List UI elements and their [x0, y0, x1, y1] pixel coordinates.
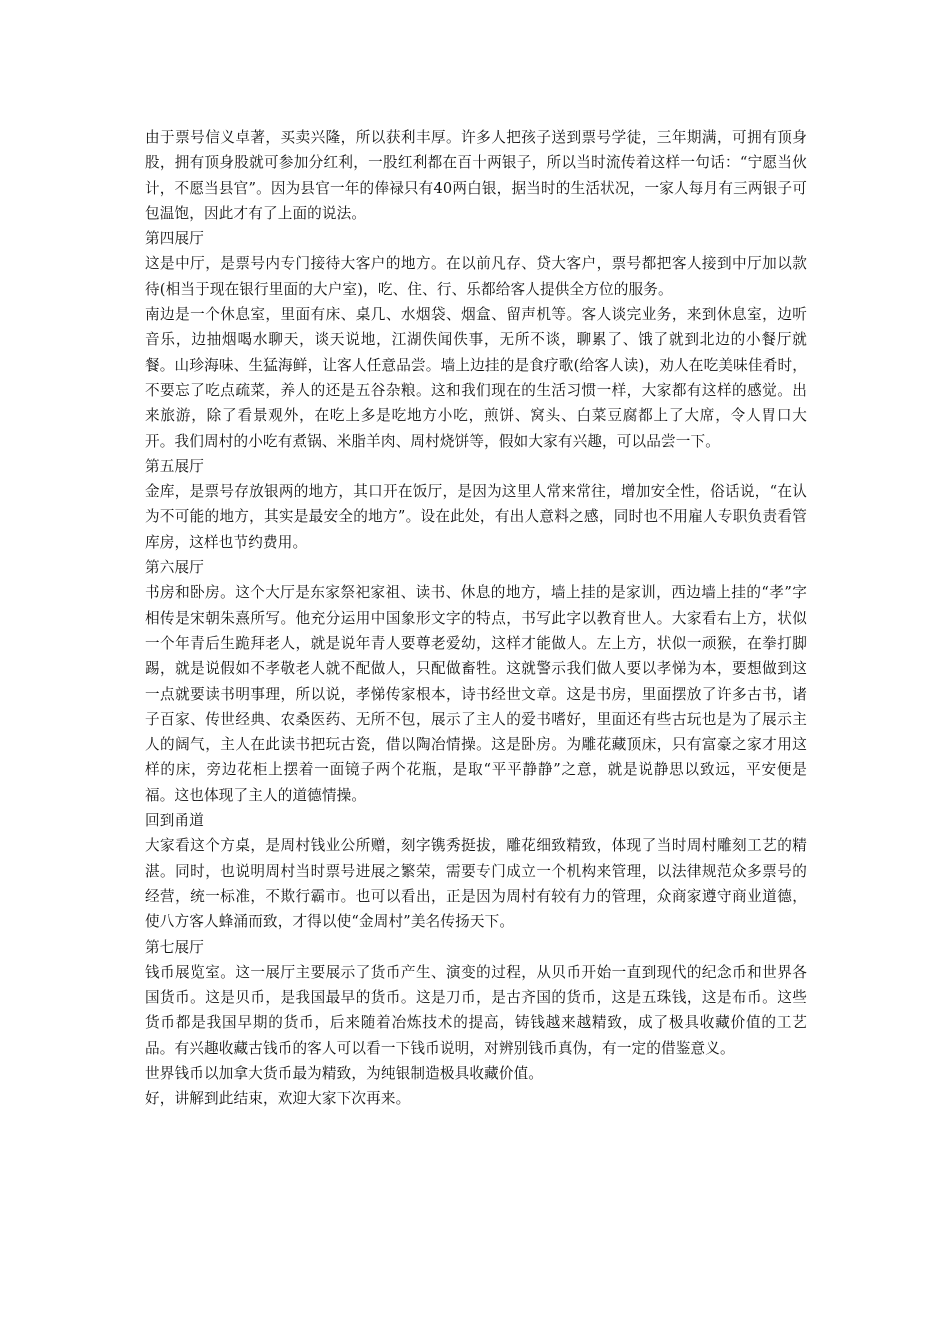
paragraph-square-table: 大家看这个方桌，是周村钱业公所赠，刻字镌秀挺拔，雕花细致精致，体现了当时周村雕刻工艺的精湛。同时，也说明周村当时票号进展之繁荣，需要专门成立一个机构来管理，以法律规范众多票号的经营，统一标准，不欺行霸市。也可以看出，正是因为周村有较有力的管理，众商家遵守商业道德，使八方客人蜂涌而致，才得以使“金周村”美名传扬天下。	[145, 837, 807, 931]
paragraph-coin-exhibition: 钱币展览室。这一展厅主要展示了货币产生、演变的过程，从贝币开始一直到现代的纪念币和世界各国货币。这是贝币，是我国最早的货币。这是刀币，是古齐国的货币，这是五珠钱，这是布币。这些货币都是我国早期的货币，后来随着冶炼技术的提高，铸钱越来越精致，成了极具收藏价值的工艺品。有兴趣收藏古钱币的客人可以看一下钱币说明，对辨别钱币真伪，有一定的借鉴意义。	[145, 963, 807, 1057]
section-heading-hall-4: 第四展厅	[145, 230, 204, 248]
section-heading-hall-7: 第七展厅	[145, 938, 204, 956]
paragraph-middle-hall: 这是中厅，是票号内专门接待大客户的地方。在以前凡存、贷大客户，票号都把客人接到中厅加以款待(相当于现在银行里面的大户室)，吃、住、行、乐都给客人提供全方位的服务。	[145, 255, 807, 298]
paragraph-world-coins: 世界钱币以加拿大货币最为精致，为纯银制造极具收藏价值。	[145, 1064, 544, 1082]
paragraph-lounge: 南边是一个休息室，里面有床、桌几、水烟袋、烟盒、留声机等。客人谈完业务，来到休息室，边听音乐，边抽烟喝水聊天，谈天说地，江湖佚闻佚事，无所不谈，聊累了、饿了就到北边的小餐厅就餐。山珍海味、生猛海鲜，让客人任意品尝。墙上边挂的是食疗歌(给客人读)，劝人在吃美味佳肴时，不要忘了吃点疏菜，养人的还是五谷杂粮。这和我们现在的生活习惯一样，大家都有这样的感觉。出来旅游，除了看景观外，在吃上多是吃地方小吃，煎饼、窝头、白菜豆腐都上了大席，令人胃口大开。我们周村的小吃有煮锅、米脂羊肉、周村烧饼等，假如大家有兴趣，可以品尝一下。	[145, 306, 807, 450]
paragraph-profits: 由于票号信义卓著，买卖兴隆，所以获利丰厚。许多人把孩子送到票号学徒，三年期满，可拥有顶身股，拥有顶身股就可参加分红利，一股红利都在百十两银子，所以当时流传着这样一句话：“宁愿当伙计，不愿当县官”。因为县官一年的俸禄只有40两白银，据当时的生活状况，一家人每月有三两银子可包温饱，因此才有了上面的说法。	[145, 129, 807, 222]
section-heading-corridor: 回到甬道	[145, 812, 204, 830]
paragraph-vault: 金库，是票号存放银两的地方，其口开在饭厅，是因为这里人常来常往，增加安全性，俗话说，“在认为不可能的地方，其实是最安全的地方”。设在此处，有出人意料之感，同时也不用雇人专职负责看管库房，这样也节约费用。	[145, 483, 807, 551]
document-body	[145, 125, 807, 1112]
paragraph-study-bedroom: 书房和卧房。这个大厅是东家祭祀家祖、读书、休息的地方，墙上挂的是家训，西边墙上挂的“孝”字相传是宋朝朱熹所写。他充分运用中国象形文字的特点，书写此字以教育世人。大家看右上方，状似一个年青后生跪拜老人，就是说年青人要尊老爱幼，这样才能做人。左上方，状似一顽猴，在拳打脚踢，就是说假如不孝敬老人就不配做人，只配做畜牲。这就警示我们做人要以孝悌为本，要想做到这一点就要读书明事理，所以说，孝悌传家根本，诗书经世文章。这是书房，里面摆放了许多古书，诸子百家、传世经典、农桑医药、无所不包，展示了主人的爱书嗜好，里面还有些古玩也是为了展示主人的阔气，主人在此读书把玩古瓷，借以陶冶情操。这是卧房。为雕花藏顶床，只有富豪之家才用这样的床，旁边花柜上摆着一面镜子两个花瓶，是取“平平静静”之意，就是说静思以致远，平安便是福。这也体现了主人的道德情操。	[145, 584, 807, 804]
paragraph-closing: 好，讲解到此结束，欢迎大家下次再来。	[145, 1090, 411, 1108]
section-heading-hall-6: 第六展厅	[145, 559, 204, 577]
section-heading-hall-5: 第五展厅	[145, 457, 204, 475]
